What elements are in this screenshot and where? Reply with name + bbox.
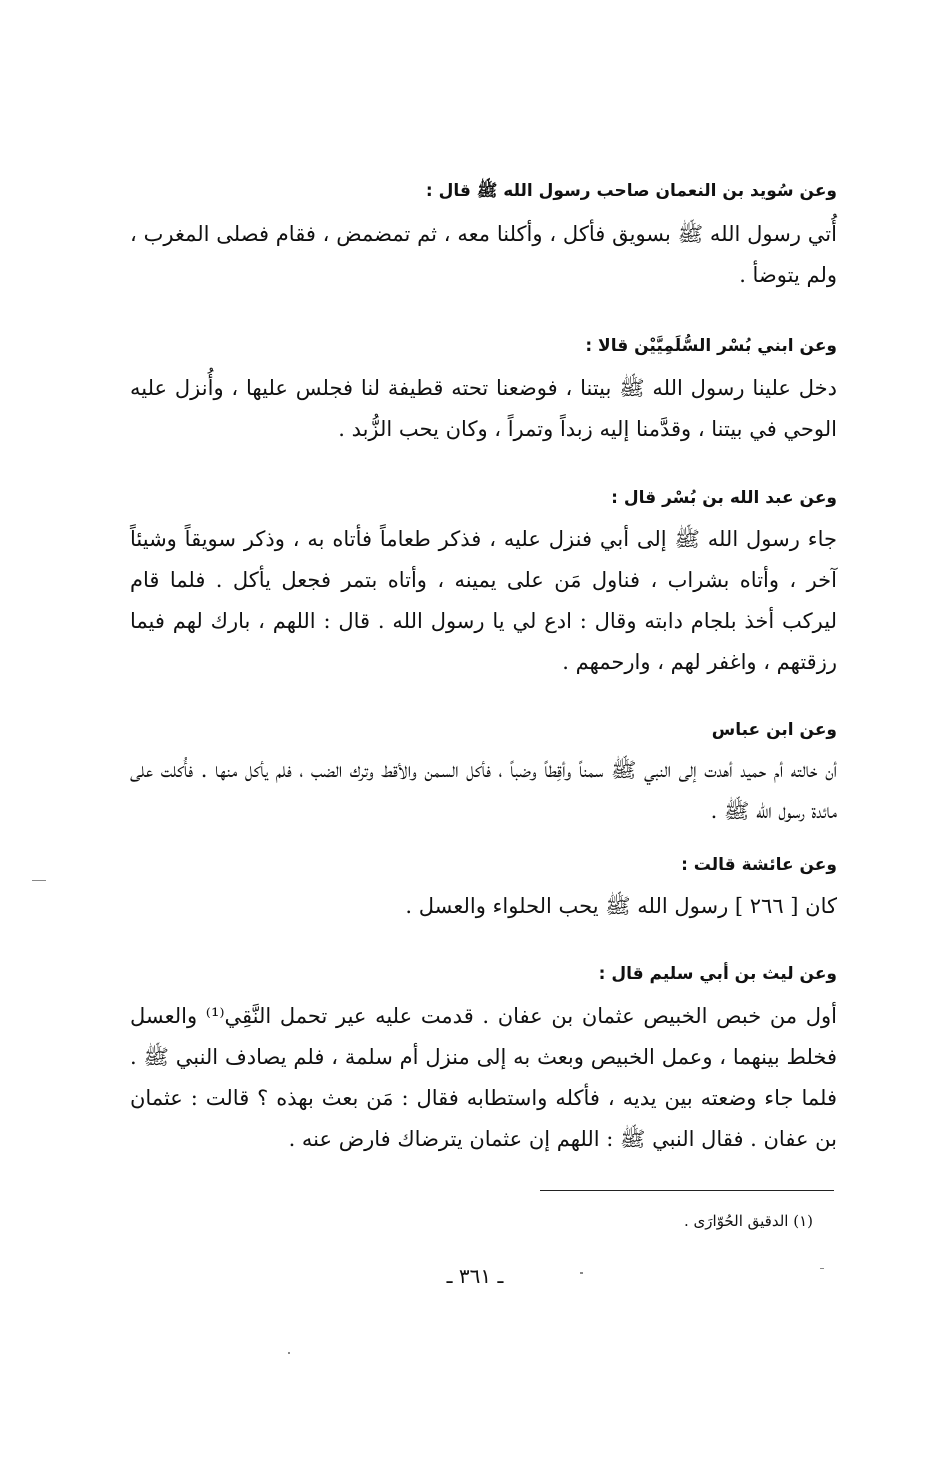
page-number: ـ ٣٦١ ـ [446, 1264, 504, 1288]
section-text-suwayd: أُتي رسول الله ﷺ بسويق فأكل ، وأكلنا معه ، ثم تمضمض ، فقام فصلى المغرب ، ولم يتوضأ . [130, 222, 837, 287]
section-text-abdullah-busr: جاء رسول الله ﷺ إلى أبي فنزل عليه ، فذكر طعاماً فأتاه به ، وذكر سويقاً وشيئاً آخر ، وأتاه بشراب ، فناول مَن على يمينه ، وأتاه بتمر فجعل يأكل . فلما قام ليركب أخذ بلجام دابته وقال : ادع لي يا رسول الله . قال : اللهم ، بارك لهم فيما رزقتهم ، واغفر لهم ، وارحمهم . [130, 527, 837, 674]
scan-speck [580, 1272, 583, 1274]
scan-speck [32, 880, 46, 881]
section-text-ibnay-busr: دخل علينا رسول الله ﷺ بيتنا ، فوضعنا تحته قطيفة لنا فجلس عليها ، وأُنزل عليه الوحي في بيتنا ، وقدَّمنا إليه زبداً وتمراً ، وكان يحب الزُّبد . [130, 376, 837, 441]
scan-speck [820, 1268, 824, 1269]
section-text-ibn-abbas: أن خالته أم حميد أهدت إلى النبي ﷺ سمناً وأقِطاً وضباً ، فأكل السمن والأقط وترك الضب ، فلم يأكل منها . فأُكلت على مائدة رسول الله ﷺ . [130, 758, 837, 823]
section-heading-abdullah-busr: وعن عبد الله بن بُسْر قال : [611, 488, 837, 508]
section-heading-aisha: وعن عائشة قالت : [681, 855, 837, 875]
section-heading-suwayd: وعن سُويد بن النعمان صاحب رسول الله ﷺ قال : [425, 181, 837, 201]
section-heading-ibn-abbas: وعن ابن عباس [711, 720, 837, 740]
section-heading-ibnay-busr: وعن ابني بُسْر السُّلَمِيَّيْن قالا : [585, 336, 837, 356]
section-text-aisha: كان [ ٢٦٦ ] رسول الله ﷺ يحب الحلواء والعسل . [405, 894, 837, 918]
section-heading-layth: وعن ليث بن أبي سليم قال : [598, 964, 837, 984]
footnote: (١) الدقيق الحُوّارَى . [684, 1212, 813, 1230]
scan-speck [288, 1352, 290, 1354]
footnote-separator [540, 1190, 834, 1191]
section-text-layth: أول من خبص الخبيص عثمان بن عفان . قدمت عليه عير تحمل النَّقِي⁽¹⁾ والعسل فخلط بينهما ، وعمل الخبيص وبعث به إلى منزل أم سلمة ، فلم يصادف النبي ﷺ . فلما جاء وضعته بين يديه ، فأكله واستطابه فقال : مَن بعث بهذه ؟ قالت : عثمان بن عفان . فقال النبي ﷺ : اللهم إن عثمان يترضاك فارض عنه . [130, 1004, 837, 1151]
